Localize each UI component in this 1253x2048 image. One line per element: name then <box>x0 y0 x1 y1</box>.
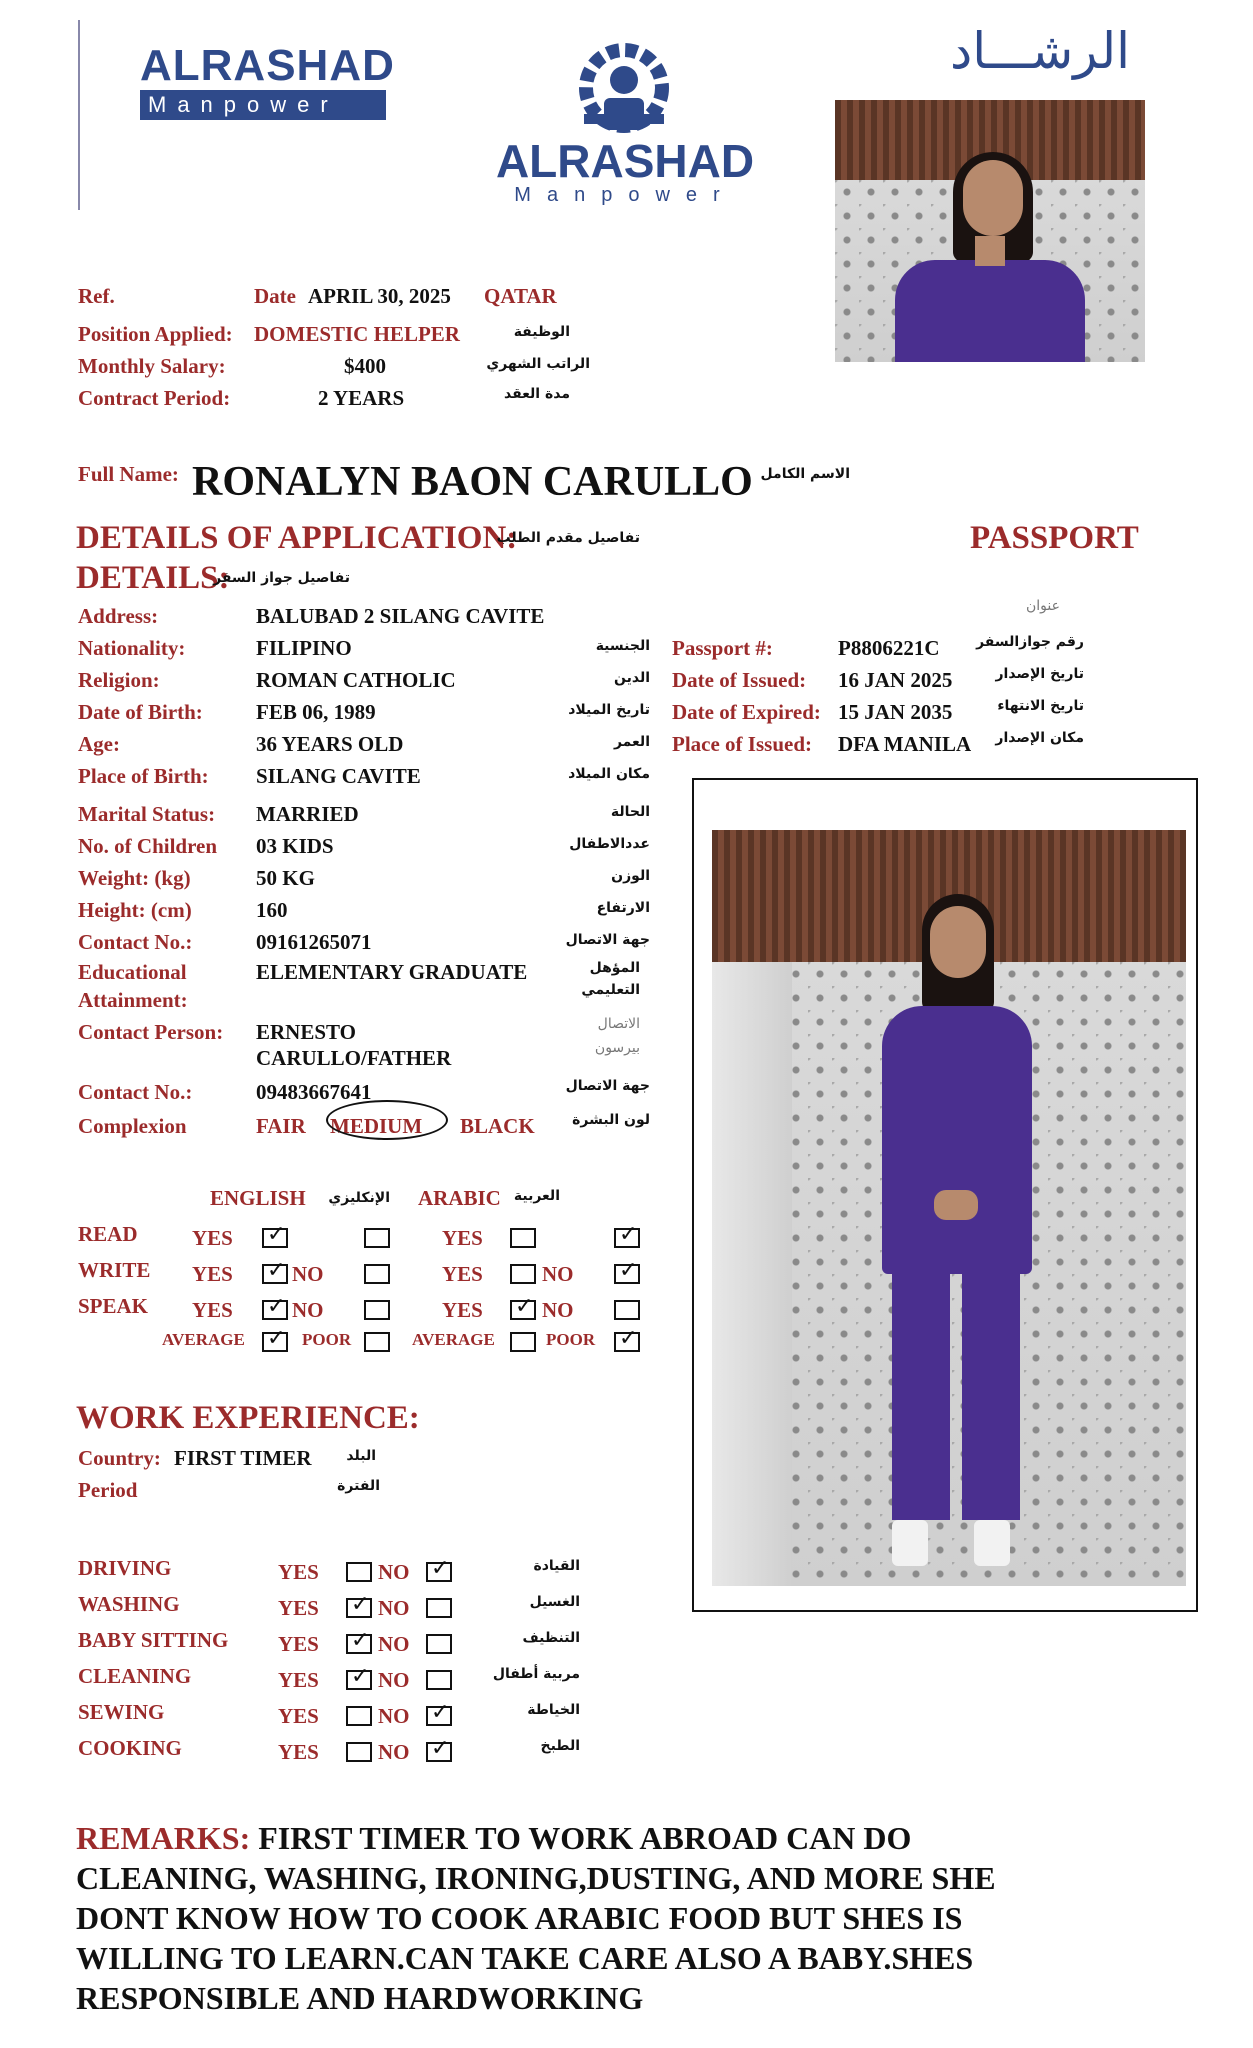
personal-value-5: SILANG CAVITE <box>256 764 421 788</box>
lang-ar-no-label-2: NO <box>542 1298 574 1322</box>
center-logo-sub: Manpower <box>514 184 736 206</box>
passport-label-1: Date of Issued: <box>672 668 807 692</box>
lang-ar-no-label-1: NO <box>542 1262 574 1286</box>
personal-ar-10: جهة الاتصال <box>565 932 650 948</box>
skill-no-label-3: NO <box>378 1668 410 1692</box>
skill-label-3: CLEANING <box>78 1664 192 1688</box>
passport-heading: PASSPORT <box>970 520 1139 556</box>
position-label: Position Applied: <box>78 322 233 346</box>
date-label: Date <box>254 284 296 308</box>
lang-ar-average-checkbox[interactable] <box>510 1332 536 1352</box>
work-country-value: FIRST TIMER <box>174 1446 312 1470</box>
lang-ar-no-checkbox-0[interactable] <box>614 1222 640 1248</box>
lang-arabic-header: ARABIC <box>418 1186 501 1210</box>
gear-person-icon <box>564 40 684 140</box>
contact-person-value-1: ERNESTO <box>256 1020 356 1044</box>
lang-en-no-checkbox-2[interactable] <box>364 1300 390 1320</box>
personal-ar-1: الجنسية <box>595 638 650 654</box>
lang-row-label-1: WRITE <box>78 1258 151 1282</box>
contract-label: Contract Period: <box>78 386 231 410</box>
personal-label-4: Age: <box>78 732 120 756</box>
contact-person-ar-1: الاتصال <box>597 1016 640 1032</box>
lang-en-no-label-1: NO <box>292 1262 324 1286</box>
lang-en-yes-checkbox-0[interactable] <box>262 1222 288 1248</box>
skill-ar-5: الطبخ <box>540 1738 580 1754</box>
skill-ar-3: مربية أطفال <box>492 1666 580 1682</box>
lang-en-yes-label-1: YES <box>192 1262 233 1286</box>
complexion-ar: لون البشرة <box>572 1112 650 1128</box>
skill-ar-2: التنظيف <box>522 1630 580 1646</box>
skill-yes-label-5: YES <box>278 1740 319 1764</box>
remarks <box>76 1818 1196 2018</box>
personal-ar-9: الارتفاع <box>596 900 650 916</box>
arabic-logo: الرشـــاد <box>949 22 1130 80</box>
work-period-ar: الفترة <box>337 1478 380 1494</box>
skill-yes-label-2: YES <box>278 1632 319 1656</box>
personal-ar-8: الوزن <box>611 868 650 884</box>
personal-label-6: Marital Status: <box>78 802 216 826</box>
date-value: APRIL 30, 2025 <box>308 284 451 308</box>
details-heading: DETAILS: <box>76 560 230 596</box>
lang-en-average-checkbox[interactable] <box>262 1326 288 1352</box>
personal-value-8: 50 KG <box>256 866 315 890</box>
check-icon: ✓ <box>267 1258 286 1283</box>
skill-ar-4: الخياطة <box>527 1702 580 1718</box>
remarks-line-1: FIRST TIMER TO WORK ABROAD CAN DO <box>258 1820 912 1856</box>
check-icon: ✓ <box>351 1664 370 1689</box>
personal-ar-6: الحالة <box>610 804 650 820</box>
check-icon: ✓ <box>351 1592 370 1617</box>
personal-value-4: 36 YEARS OLD <box>256 732 404 756</box>
personal-label-0: Address: <box>78 604 159 628</box>
lang-ar-no-checkbox-2[interactable] <box>614 1300 640 1320</box>
skill-yes-checkbox-0[interactable] <box>346 1562 372 1582</box>
complexion-black: BLACK <box>460 1114 535 1138</box>
salary-label: Monthly Salary: <box>78 354 226 378</box>
check-icon: ✓ <box>619 1326 638 1351</box>
passport-value-1: 16 JAN 2025 <box>838 668 953 692</box>
lang-en-yes-label-0: YES <box>192 1226 233 1250</box>
personal-value-6: MARRIED <box>256 802 359 826</box>
check-icon: ✓ <box>267 1222 286 1247</box>
skill-no-checkbox-2[interactable] <box>426 1634 452 1654</box>
personal-ar-4: العمر <box>613 734 650 750</box>
lang-row-label-2: SPEAK <box>78 1294 149 1318</box>
left-logo-brand: ALRASHAD <box>140 41 395 90</box>
lang-en-poor-checkbox[interactable] <box>364 1332 390 1352</box>
passport-ar-2: تاريخ الانتهاء <box>997 698 1084 714</box>
lang-ar-poor-checkbox[interactable] <box>614 1326 640 1352</box>
personal-ar-5: مكان الميلاد <box>568 766 650 782</box>
check-icon: ✓ <box>431 1736 450 1761</box>
lang-en-poor-label: POOR <box>302 1330 352 1349</box>
check-icon: ✓ <box>431 1556 450 1581</box>
contact2-label: Contact No.: <box>78 1080 193 1104</box>
contact2-value: 09483667641 <box>256 1080 372 1104</box>
lang-english-header: ENGLISH <box>210 1186 306 1210</box>
passport-value-0: P8806221C <box>838 636 940 660</box>
complexion-fair: FAIR <box>256 1114 306 1138</box>
lang-ar-yes-checkbox-0[interactable] <box>510 1228 536 1248</box>
skill-no-checkbox-0[interactable] <box>426 1556 452 1582</box>
check-icon: ✓ <box>431 1700 450 1725</box>
full-name-value: RONALYN BAON CARULLO <box>192 459 753 505</box>
personal-value-7: 03 KIDS <box>256 834 334 858</box>
lang-ar-yes-checkbox-1[interactable] <box>510 1264 536 1284</box>
personal-label-3: Date of Birth: <box>78 700 203 724</box>
full-body-photo <box>712 830 1186 1586</box>
skill-yes-label-4: YES <box>278 1704 319 1728</box>
position-ar: الوظيفة <box>513 324 570 340</box>
check-icon: ✓ <box>619 1258 638 1283</box>
personal-value-1: FILIPINO <box>256 636 352 660</box>
skill-no-label-2: NO <box>378 1632 410 1656</box>
skill-label-5: COOKING <box>78 1736 182 1760</box>
full-name-label: Full Name: <box>78 462 179 486</box>
salary-ar: الراتب الشهري <box>486 356 590 372</box>
personal-label-8: Weight: (kg) <box>78 866 191 890</box>
details-ar: تفاصيل جواز السفر <box>213 570 350 586</box>
passport-label-2: Date of Expired: <box>672 700 821 724</box>
left-margin-line <box>78 20 80 210</box>
skill-no-checkbox-5[interactable] <box>426 1736 452 1762</box>
personal-ar-2: الدين <box>614 670 650 686</box>
personal-label-2: Religion: <box>78 668 160 692</box>
skill-label-4: SEWING <box>78 1700 165 1724</box>
left-logo <box>140 41 400 130</box>
skill-yes-checkbox-3[interactable] <box>346 1664 372 1690</box>
check-icon: ✓ <box>351 1628 370 1653</box>
passport-value-3: DFA MANILA <box>838 732 972 756</box>
passport-ar-3: مكان الإصدار <box>995 730 1084 746</box>
lang-en-yes-label-2: YES <box>192 1298 233 1322</box>
center-logo <box>490 40 760 210</box>
personal-label-10: Contact No.: <box>78 930 193 954</box>
work-period-label: Period <box>78 1478 138 1502</box>
skill-no-checkbox-1[interactable] <box>426 1598 452 1618</box>
lang-en-average-label: AVERAGE <box>162 1330 245 1349</box>
remarks-line-3: DONT KNOW HOW TO COOK ARABIC FOOD BUT SHES IS <box>76 1900 963 1936</box>
skill-yes-label-3: YES <box>278 1668 319 1692</box>
complexion-label: Complexion <box>78 1114 187 1138</box>
passport-ar-0: رقم جوازالسفر <box>976 634 1084 650</box>
skill-label-0: DRIVING <box>78 1556 172 1580</box>
lang-arabic-ar: العربية <box>513 1188 560 1204</box>
details-application-ar: تفاصيل مقدم الطلب <box>496 530 640 546</box>
lang-en-no-checkbox-0[interactable] <box>364 1228 390 1248</box>
personal-ar-3: تاريخ الميلاد <box>568 702 650 718</box>
lang-ar-poor-label: POOR <box>546 1330 596 1349</box>
full-name-ar: الاسم الكامل <box>760 466 850 482</box>
skill-yes-label-1: YES <box>278 1596 319 1620</box>
lang-en-yes-checkbox-1[interactable] <box>262 1258 288 1284</box>
remarks-line-2: CLEANING, WASHING, IRONING,DUSTING, AND MORE SHE <box>76 1860 996 1896</box>
skill-yes-checkbox-5[interactable] <box>346 1742 372 1762</box>
education-value: ELEMENTARY GRADUATE <box>256 960 528 984</box>
lang-en-no-label-2: NO <box>292 1298 324 1322</box>
education-ar-2: التعليمي <box>581 982 640 998</box>
check-icon: ✓ <box>619 1222 638 1247</box>
address-ar-small: عنوان <box>1026 598 1060 614</box>
passport-value-2: 15 JAN 2035 <box>838 700 953 724</box>
lang-english-ar: الإنكليزي <box>328 1190 390 1206</box>
passport-label-0: Passport #: <box>672 636 773 660</box>
contract-ar: مدة العقد <box>503 386 570 402</box>
country-value: QATAR <box>484 284 557 308</box>
skill-ar-1: الغسيل <box>529 1594 580 1610</box>
position-value: DOMESTIC HELPER <box>254 322 460 346</box>
lang-ar-yes-label-2: YES <box>442 1298 483 1322</box>
passport-ar-1: تاريخ الإصدار <box>995 666 1084 682</box>
contact2-ar: جهة الاتصال <box>565 1078 650 1094</box>
left-logo-sub: Manpower <box>140 90 386 120</box>
complexion-selected-circle <box>326 1100 448 1140</box>
skill-yes-checkbox-4[interactable] <box>346 1706 372 1726</box>
personal-value-3: FEB 06, 1989 <box>256 700 376 724</box>
lang-ar-yes-label-0: YES <box>442 1226 483 1250</box>
lang-ar-average-label: AVERAGE <box>412 1330 495 1349</box>
lang-en-no-checkbox-1[interactable] <box>364 1264 390 1284</box>
lang-ar-yes-label-1: YES <box>442 1262 483 1286</box>
personal-label-1: Nationality: <box>78 636 186 660</box>
ref-label: Ref. <box>78 284 115 308</box>
personal-value-0: BALUBAD 2 SILANG CAVITE <box>256 604 545 628</box>
skill-yes-checkbox-1[interactable] <box>346 1592 372 1618</box>
details-application-heading: DETAILS OF APPLICATION: <box>76 520 518 556</box>
lang-ar-no-checkbox-1[interactable] <box>614 1258 640 1284</box>
complexion-medium: MEDIUM <box>330 1114 423 1138</box>
skill-no-label-1: NO <box>378 1596 410 1620</box>
skill-label-2: BABY SITTING <box>78 1628 229 1652</box>
skill-ar-0: القيادة <box>533 1558 580 1574</box>
skill-no-label-4: NO <box>378 1704 410 1728</box>
personal-value-10: 09161265071 <box>256 930 372 954</box>
check-icon: ✓ <box>267 1294 286 1319</box>
personal-label-9: Height: (cm) <box>78 898 192 922</box>
remarks-line-4: WILLING TO LEARN.CAN TAKE CARE ALSO A BABY.SHES <box>76 1940 974 1976</box>
portrait-photo <box>835 100 1145 362</box>
education-label-1: Educational <box>78 960 187 984</box>
personal-value-2: ROMAN CATHOLIC <box>256 668 456 692</box>
contact-person-value-2: CARULLO/FATHER <box>256 1046 452 1070</box>
education-ar-1: المؤهل <box>589 960 640 976</box>
work-country-ar: البلد <box>346 1448 376 1464</box>
skill-no-label-5: NO <box>378 1740 410 1764</box>
remarks-label: REMARKS: <box>76 1820 251 1856</box>
personal-label-5: Place of Birth: <box>78 764 209 788</box>
work-country-label: Country: <box>78 1446 161 1470</box>
personal-ar-7: عددالاطفال <box>569 836 650 852</box>
skill-label-1: WASHING <box>78 1592 180 1616</box>
skill-no-checkbox-3[interactable] <box>426 1670 452 1690</box>
personal-label-7: No. of Children <box>78 834 218 858</box>
lang-row-label-0: READ <box>78 1222 138 1246</box>
personal-value-9: 160 <box>256 898 288 922</box>
education-label-2: Attainment: <box>78 988 188 1012</box>
skill-yes-checkbox-2[interactable] <box>346 1628 372 1654</box>
contact-person-label: Contact Person: <box>78 1020 224 1044</box>
check-icon: ✓ <box>267 1326 286 1351</box>
contact-person-ar-2: بيرسون <box>594 1040 640 1056</box>
work-experience-heading: WORK EXPERIENCE: <box>76 1400 420 1436</box>
center-logo-brand: ALRASHAD <box>495 135 755 187</box>
check-icon: ✓ <box>515 1294 534 1319</box>
lang-en-yes-checkbox-2[interactable] <box>262 1294 288 1320</box>
skill-no-checkbox-4[interactable] <box>426 1700 452 1726</box>
lang-ar-yes-checkbox-2[interactable] <box>510 1294 536 1320</box>
salary-value: $400 <box>344 354 386 378</box>
contract-value: 2 YEARS <box>318 386 405 410</box>
skill-no-label-0: NO <box>378 1560 410 1584</box>
passport-label-3: Place of Issued: <box>672 732 812 756</box>
skill-yes-label-0: YES <box>278 1560 319 1584</box>
full-body-photo-frame <box>692 778 1198 1612</box>
remarks-line-5: RESPONSIBLE AND HARDWORKING <box>76 1980 644 2016</box>
